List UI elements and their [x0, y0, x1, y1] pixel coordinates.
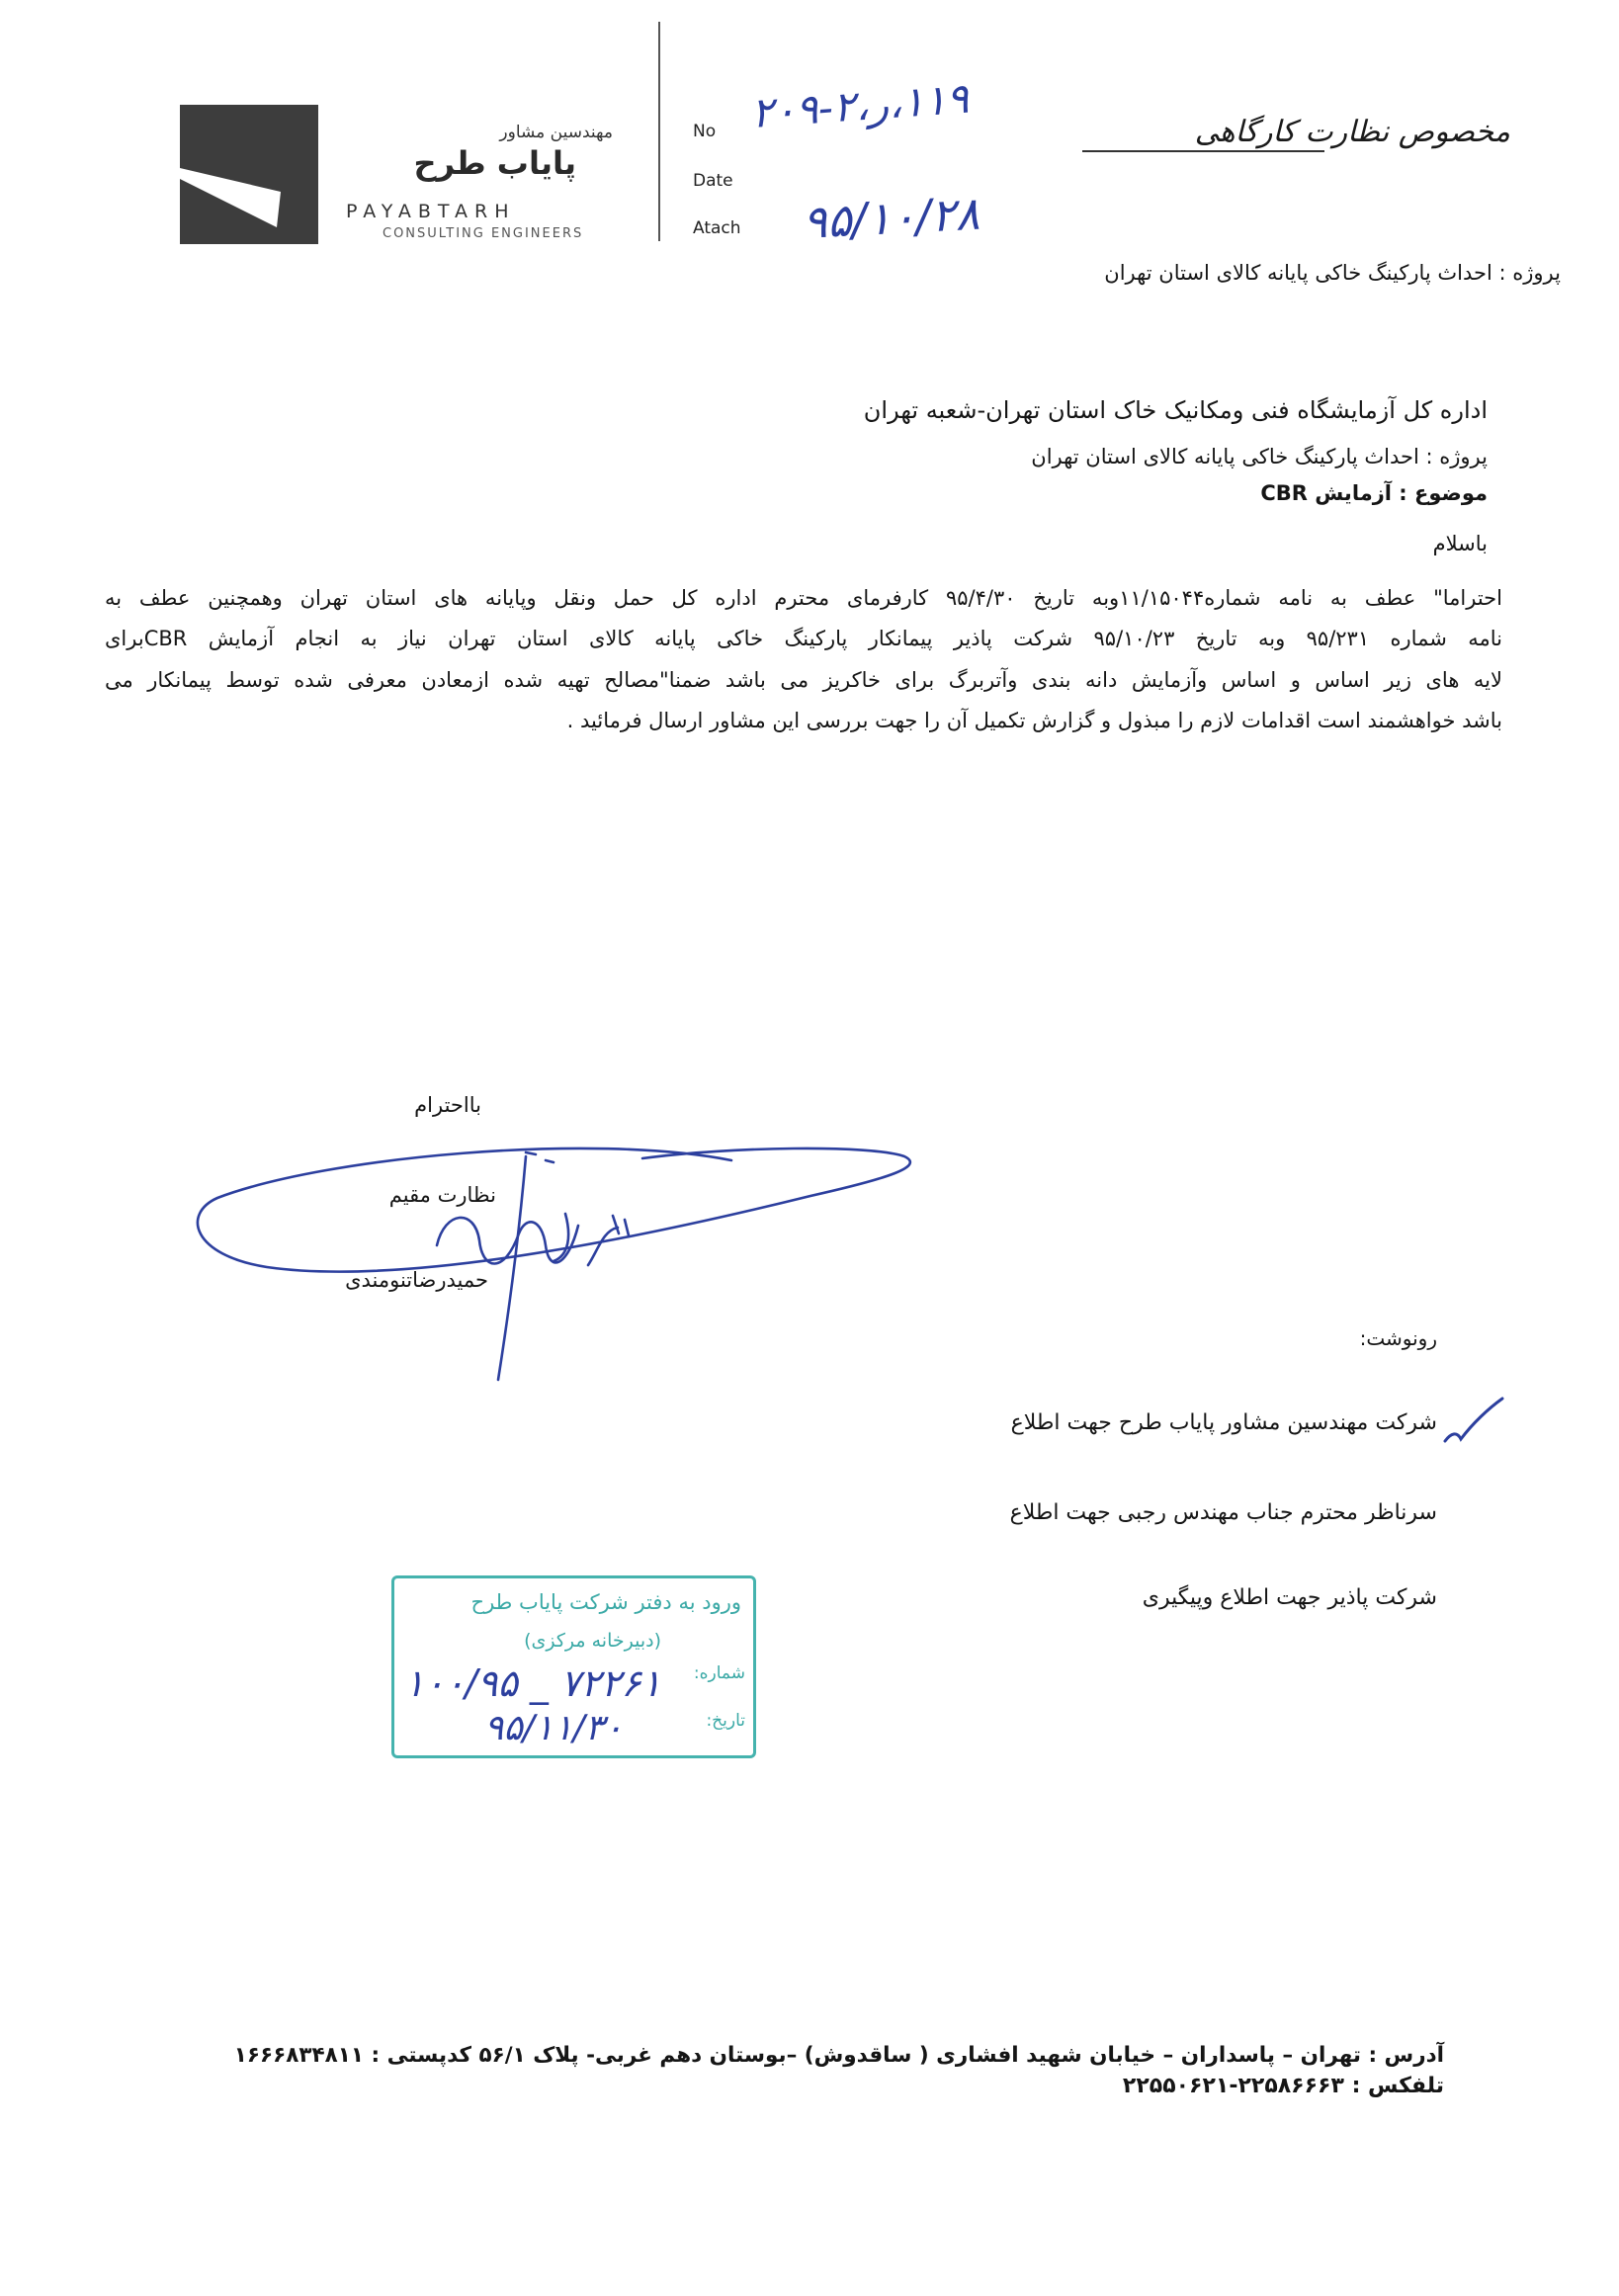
cc-recipient: سرناظر محترم جناب مهندس رجبی جهت اطلاع — [1009, 1500, 1437, 1525]
heading-underline — [1082, 150, 1324, 152]
letter-project: پروژه : احداث پارکینگ خاکی پایانه کالای استان تهران — [1031, 445, 1488, 468]
body-line: باشد خواهشمند است اقدامات لازم را مبذول و گزارش تکمیل آن را جهت بررسی این مشاور ارسال فرمائید . — [566, 709, 1502, 732]
firm-subtitle-en: CONSULTING ENGINEERS — [383, 226, 584, 241]
letter-number-handwritten: ۲۰۹-۲،ر،۱۱۹ — [749, 73, 971, 137]
signature — [178, 1117, 929, 1413]
cc-recipient: شرکت پاذیر جهت اطلاع وپیگیری — [1142, 1585, 1437, 1610]
firm-name-en: PAYABTARH — [346, 201, 516, 222]
stamp-subtitle: (دبیرخانه مرکزی) — [524, 1630, 661, 1652]
cc-label: رونوشت: — [1359, 1326, 1437, 1350]
body-line: احتراما" عطف به نامه شماره۱۱/۱۵۰۴۴وبه تاریخ ۹۵/۴/۳۰ کارفرمای محترم اداره کل حمل ونقل وپایانه های استان تهران وهمچنین عطف به — [105, 586, 1502, 610]
date-label: Date — [693, 171, 733, 191]
greeting: باسلام — [1432, 532, 1488, 555]
firm-subtitle-fa: مهندسین مشاور — [499, 123, 613, 142]
signer-name: حمیدرضاتنومندی — [345, 1268, 488, 1292]
check-mark-icon — [1441, 1394, 1506, 1448]
stamp-title: ورود به دفتر شرکت پایاب طرح — [470, 1590, 741, 1614]
receipt-stamp — [391, 1575, 756, 1758]
no-label: No — [693, 122, 717, 141]
firm-name-fa: پایاب طرح — [413, 144, 576, 182]
stamp-date-label: تاریخ: — [706, 1711, 745, 1731]
footer-telfax — [1123, 2074, 1444, 2098]
attach-label: Atach — [693, 218, 741, 238]
body-line: نامه شماره ۹۵/۲۳۱ وبه تاریخ ۹۵/۱۰/۲۳ شرکت پاذیر پیمانکار پارکینگ خاکی پایانه کالای استان تهران نیاز به انجام آزمایش CBRبرای — [105, 627, 1502, 650]
telfax-label: تلفکس : — [1351, 2074, 1444, 2098]
stamp-number-label: شماره: — [693, 1663, 745, 1683]
signer-position: نظارت مقیم — [388, 1183, 496, 1207]
stamp-number-value: ۱۰۰/۹۵ _ ۷۲۲۶۱ — [404, 1661, 662, 1705]
body-line: لایه های زیر اساس و اساس وآزمایش دانه بندی وآتربرگ برای خاکریز می باشد ضمنا"مصالح تهیه شده ازمعادن معرفی شده توسط پیمانکار می — [105, 668, 1502, 692]
recipient: اداره کل آزمایشگاه فنی ومکانیک خاک استان تهران-شعبه تهران — [863, 396, 1488, 424]
letter-date-handwritten: ۹۵/۱۰/۲۸ — [801, 186, 981, 249]
footer-address: آدرس : تهران – پاسداران – خیابان شهید افشاری ( ساقدوش) –بوستان دهم غربی- پلاک ۵۶/۱ کدپستی : ۱۶۶۶۸۳۴۸۱۱ — [233, 2043, 1444, 2068]
closing-regards: بااحترام — [414, 1093, 481, 1117]
cc-recipient: شرکت مهندسین مشاور پایاب طرح جهت اطلاع — [1010, 1410, 1437, 1435]
header-project: پروژه : احداث پارکینگ خاکی پایانه کالای استان تهران — [1104, 261, 1561, 285]
telfax-numbers: ۲۲۵۵۰۶۲۱-۲۲۵۸۶۶۶۳ — [1122, 2074, 1344, 2098]
letter-subject: موضوع : آزمایش CBR — [1260, 481, 1488, 505]
stamp-date-value: ۹۵/۱۱/۳۰ — [484, 1708, 624, 1748]
company-logo-icon — [180, 105, 318, 244]
header-divider — [658, 22, 660, 241]
confidential-heading: مخصوص نظارت کارگاهی — [1194, 115, 1510, 149]
